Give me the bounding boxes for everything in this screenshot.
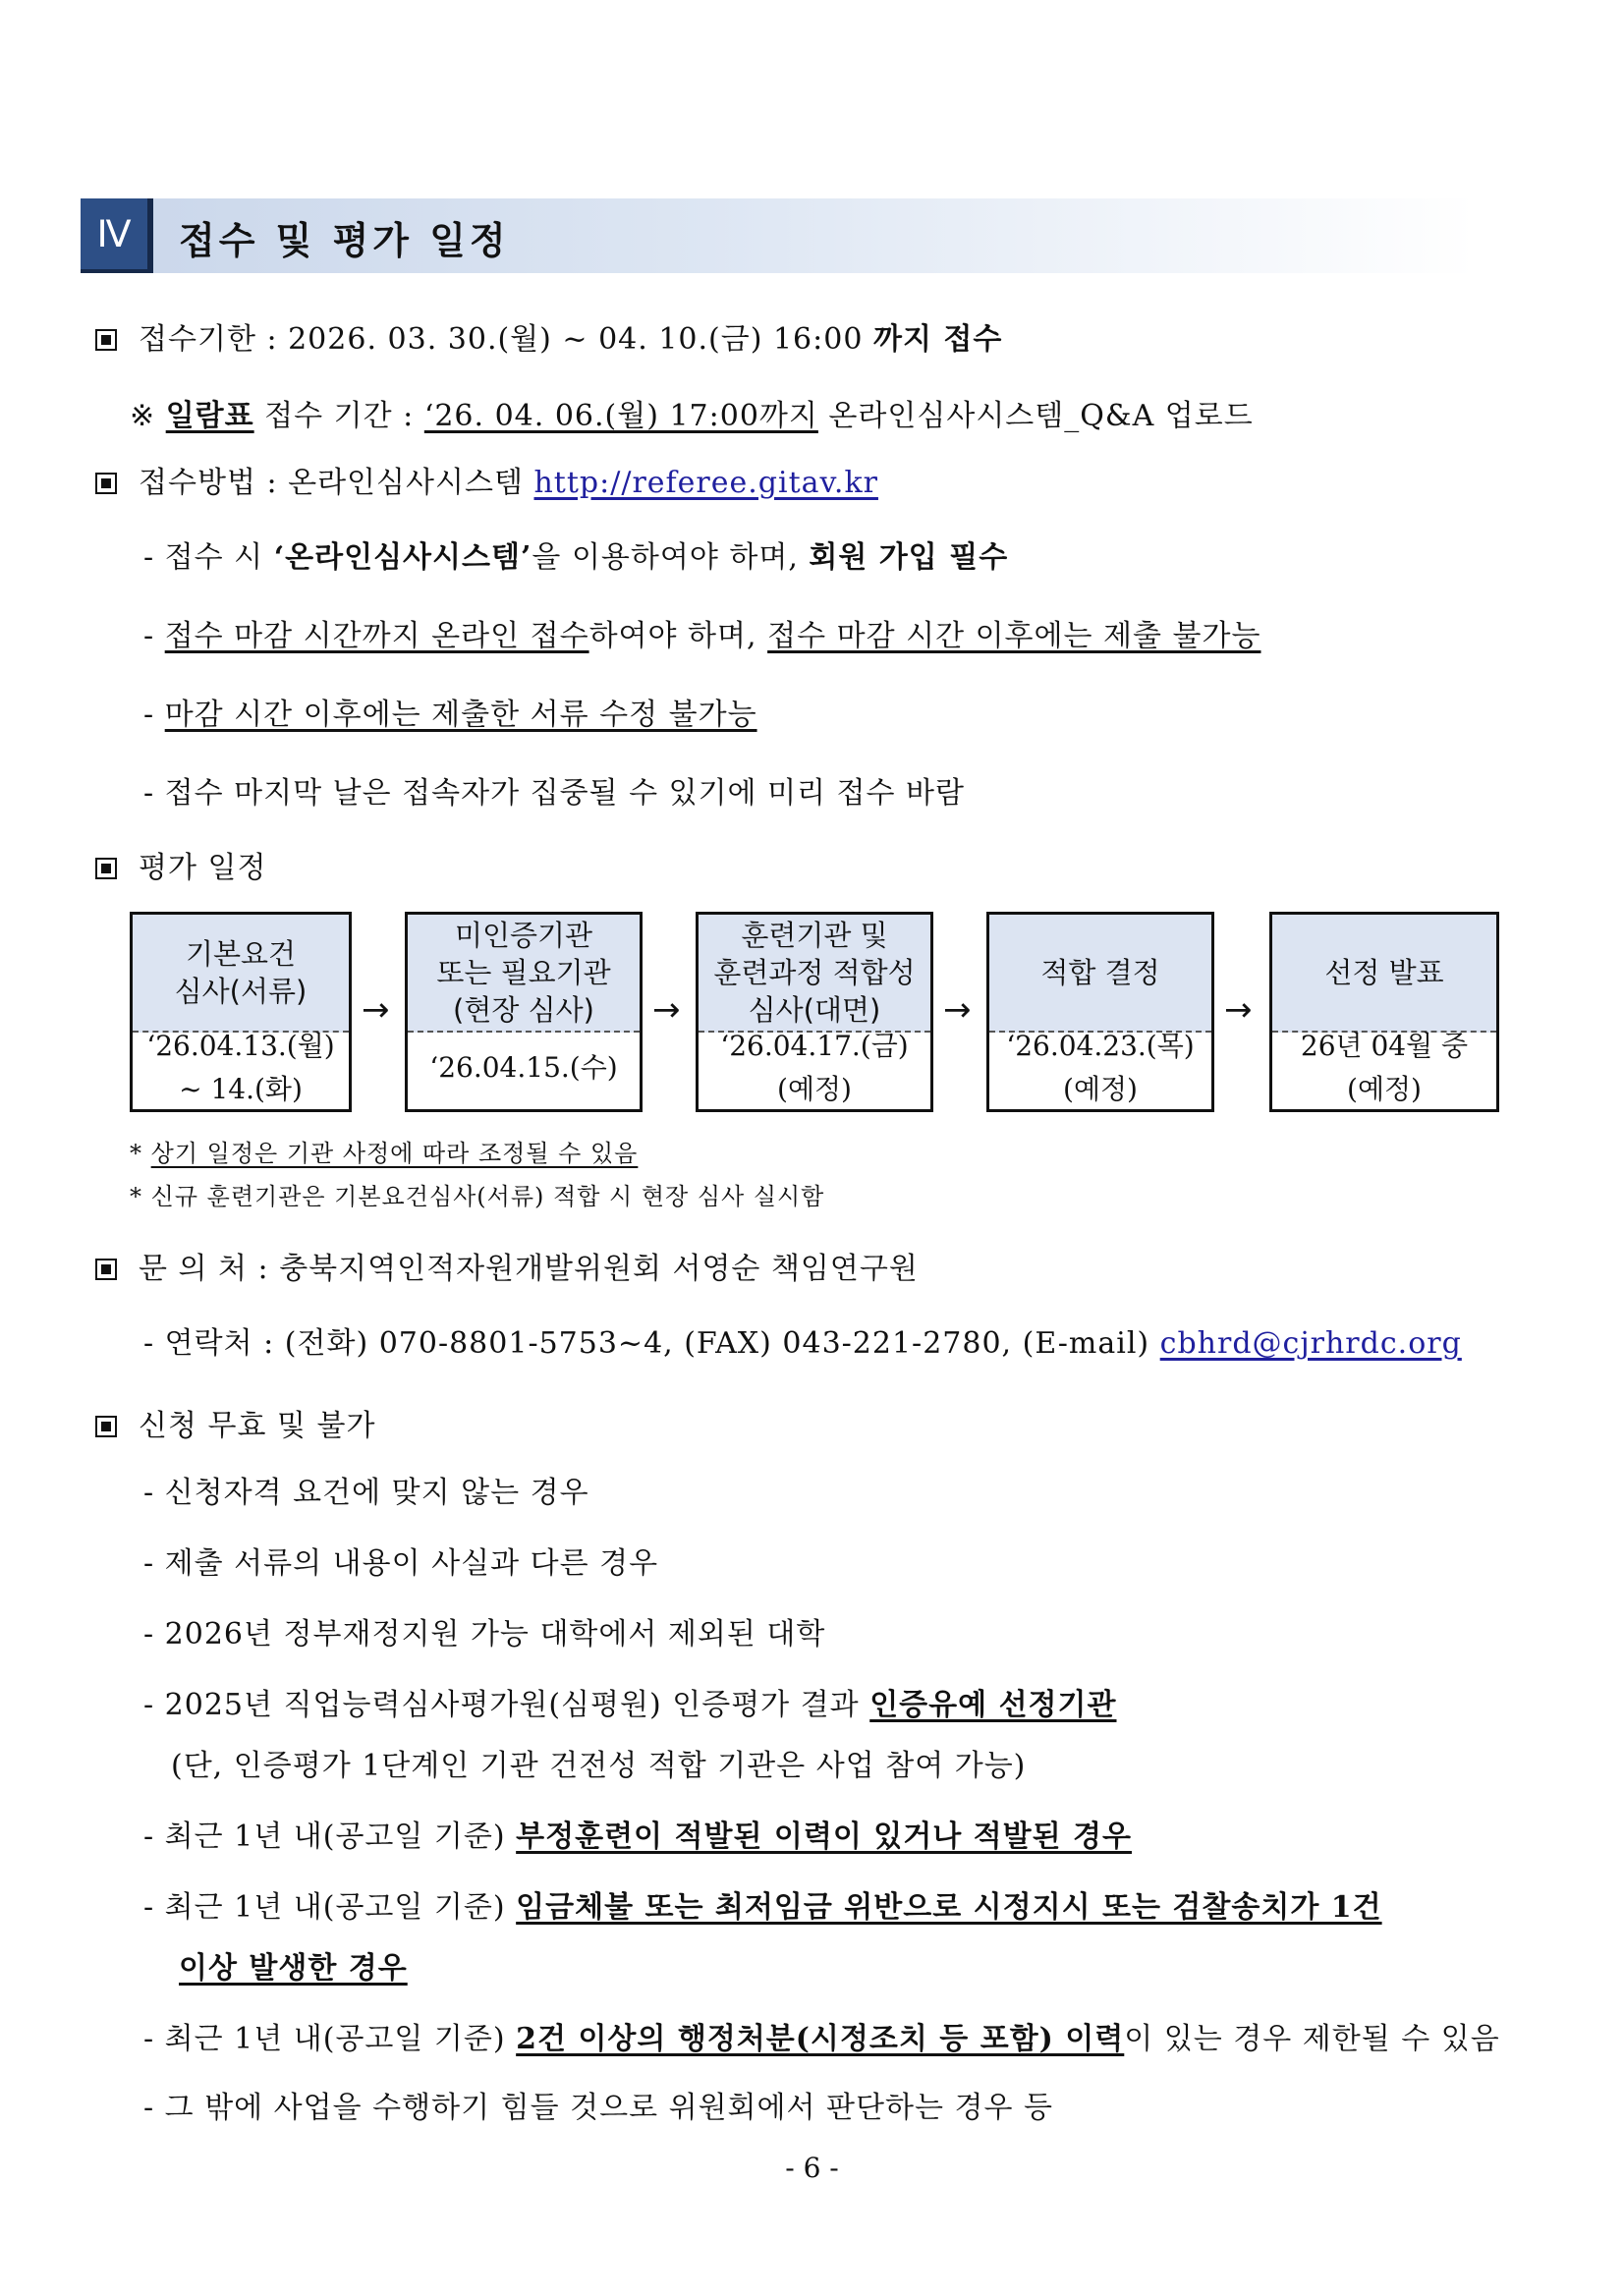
method-line (95, 458, 878, 501)
method-item-1-d: 회원 가입 필수 (809, 540, 1009, 575)
schedule-note-2: * 신규 훈련기관은 기본요건심사(서류) 적합 시 현장 심사 실시함 (130, 1183, 825, 1210)
section-title: 접수 및 평가 일정 (179, 219, 510, 262)
listing-title: 일람표 (165, 399, 254, 433)
arrow-icon: → (362, 990, 390, 1030)
step-4-name: 적합 결정 (989, 915, 1211, 1033)
deadline-bold: 까지 접수 (872, 322, 1003, 357)
method-item-4: - 접수 마지막 날은 접속자가 집중될 수 있기에 미리 접수 바람 (143, 776, 966, 811)
section-header (81, 198, 1476, 273)
page-number: - 6 - (785, 2152, 839, 2184)
method-label: 접수방법 : 온라인심사시스템 (139, 466, 534, 500)
contact-detail-text: - 연락처 : (전화) 070-8801-5753~4, (FAX) 043-221-2780, (E-mail) (143, 1326, 1160, 1361)
section-number: Ⅳ (81, 198, 153, 273)
invalid-line (95, 1401, 375, 1444)
step-box-5 (1269, 912, 1499, 1112)
step-box-3 (696, 912, 933, 1112)
email-link[interactable]: cbhrd@cjrhrdc.org (1159, 1326, 1462, 1361)
arrow-icon: → (943, 990, 972, 1030)
step-box-1 (130, 912, 352, 1112)
square-bullet-icon (95, 858, 117, 879)
contact-line (95, 1244, 919, 1287)
listing-rest: 온라인심사시스템_Q&A 업로드 (817, 399, 1254, 433)
deadline-label: 접수기한 : 2026. 03. 30.(월) ~ 04. 10.(금) 16:00 (139, 322, 864, 357)
schedule-note-1: * 상기 일정은 기관 사정에 따라 조정될 수 있음 (130, 1140, 639, 1167)
method-item-1-b: ‘온라인심사시스템’ (273, 540, 532, 575)
invalid-item-5: - 최근 1년 내(공고일 기준) 부정훈련이 적발된 이력이 있거나 적발된 경우 (143, 1820, 1132, 1854)
step-box-4 (986, 912, 1214, 1112)
listing-date: ‘26. 04. 06.(월) 17:00까지 (423, 399, 818, 433)
step-1-name: 기본요건 심사(서류) (133, 915, 349, 1033)
method-item-2-c: 접수 마감 시간 이후에는 제출 불가능 (767, 619, 1261, 653)
step-box-2 (405, 912, 643, 1112)
listing-mid: 접수 기간 : (253, 399, 424, 433)
square-bullet-icon (95, 473, 117, 494)
step-3-date: ‘26.04.17.(금) (예정) (720, 1030, 909, 1105)
contact-label: 문 의 처 : 충북지역인적자원개발위원회 서영순 책임연구원 (139, 1252, 919, 1286)
invalid-item-7: - 최근 1년 내(공고일 기준) 2건 이상의 행정처분(시정조치 등 포함) 이력이 있는 경우 제한될 수 있음 (143, 2022, 1500, 2056)
invalid-item-4: - 2025년 직업능력심사평가원(심평원) 인증평가 결과 인증유예 선정기관 (143, 1688, 1117, 1722)
reference-mark-icon: ※ (130, 399, 156, 433)
step-4-date: ‘26.04.23.(목) (예정) (1006, 1030, 1195, 1105)
invalid-item-2: - 제출 서류의 내용이 사실과 다른 경우 (143, 1546, 659, 1581)
evaluation-label: 평가 일정 (139, 851, 267, 885)
invalid-label: 신청 무효 및 불가 (139, 1409, 376, 1443)
method-item-1-c: 을 이용하여야 하며, (532, 540, 810, 575)
square-bullet-icon (95, 329, 117, 351)
referee-link[interactable]: http://referee.gitav.kr (533, 466, 878, 500)
square-bullet-icon (95, 1416, 117, 1437)
invalid-item-8: - 그 밖에 사업을 수행하기 힘들 것으로 위원회에서 판단하는 경우 등 (143, 2091, 1053, 2125)
step-3-name: 훈련기관 및 훈련과정 적합성 심사(대면) (699, 915, 930, 1033)
step-5-date: 26년 04월 중 (예정) (1300, 1030, 1469, 1105)
method-item-1-a: - 접수 시 (143, 540, 274, 575)
listing-line (130, 391, 1254, 434)
method-item-3-text: 마감 시간 이후에는 제출한 서류 수정 불가능 (164, 698, 757, 732)
step-2-name: 미인증기관 또는 필요기관 (현장 심사) (408, 915, 640, 1033)
arrow-icon: → (652, 990, 681, 1030)
method-item-1 (143, 532, 1008, 576)
invalid-item-6: - 최근 1년 내(공고일 기준) 임금체불 또는 최저임금 위반으로 시정지시 또는 검찰송치가 1건 (143, 1890, 1382, 1925)
step-2-date: ‘26.04.15.(수) (429, 1051, 618, 1084)
invalid-item-6-cont: 이상 발생한 경우 (179, 1951, 408, 1986)
invalid-item-1: - 신청자격 요건에 맞지 않는 경우 (143, 1476, 589, 1510)
method-item-2-b: 하여야 하며, (588, 619, 768, 653)
arrow-icon: → (1224, 990, 1253, 1030)
step-5-name: 선정 발표 (1272, 915, 1496, 1033)
invalid-item-3: - 2026년 정부재정지원 가능 대학에서 제외된 대학 (143, 1617, 826, 1652)
deadline-line (95, 314, 1002, 358)
contact-detail (143, 1318, 1462, 1362)
method-item-2: - 접수 마감 시간까지 온라인 접수하여야 하며, 접수 마감 시간 이후에는 제출 불가능 (143, 619, 1261, 653)
step-1-date: ‘26.04.13.(월) ~ 14.(화) (146, 1030, 335, 1105)
square-bullet-icon (95, 1259, 117, 1280)
method-item-3: - 마감 시간 이후에는 제출한 서류 수정 불가능 (143, 698, 757, 732)
evaluation-line (95, 843, 266, 886)
invalid-item-4-note: (단, 인증평가 1단계인 기관 건전성 적합 기관은 사업 참여 가능) (171, 1749, 1027, 1783)
method-item-2-a: 접수 마감 시간까지 온라인 접수 (164, 619, 589, 653)
